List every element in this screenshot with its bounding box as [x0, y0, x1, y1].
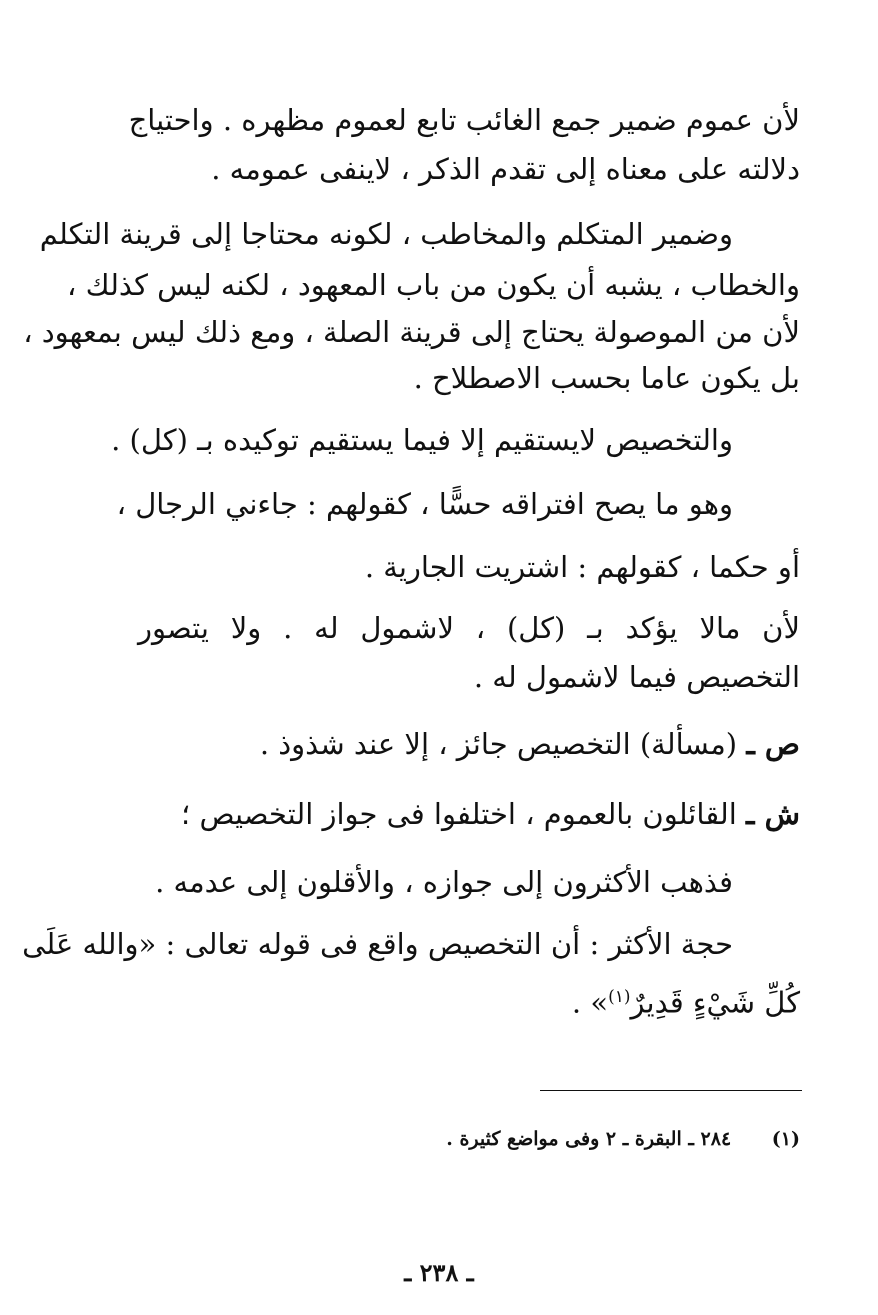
- text-line: حجة الأكثر : أن التخصيص واقع فى قوله تعالى : «والله عَلَى: [22, 927, 733, 961]
- text-line: لأن من الموصولة يحتاج إلى قرينة الصلة ، ومع ذلك ليس بمعهود ،: [23, 315, 800, 349]
- section-marker: ش ـ: [746, 797, 800, 831]
- text-line: [260, 722, 800, 766]
- page-number: ـ ٢٣٨ ـ: [404, 1258, 474, 1287]
- footnote-reference[interactable]: (١): [608, 987, 631, 1007]
- line-text: » .: [571, 985, 609, 1020]
- text-line: والتخصيص لايستقيم إلا فيما يستقيم توكيده بـ (كل) .: [111, 423, 733, 457]
- text-line: دلالته على معناه إلى تقدم الذكر ، لاينفى عمومه .: [211, 152, 800, 186]
- text-line: لأن عموم ضمير جمع الغائب تابع لعموم مظهره . واحتياج: [128, 103, 800, 137]
- footnote-text: ٢٨٤ ـ البقرة ـ ٢ وفى مواضع كثيرة .: [446, 1128, 732, 1150]
- text-line: والخطاب ، يشبه أن يكون من باب المعهود ، لكنه ليس كذلك ،: [67, 268, 800, 302]
- line-text: القائلون بالعموم ، اختلفوا فى جواز التخصيص ؛: [181, 797, 737, 831]
- line-text: كُلِّ شَيْءٍ قَدِيرٌ: [630, 985, 800, 1020]
- text-line: [572, 975, 800, 1025]
- text-line: [181, 792, 800, 836]
- footnote-number: (١): [771, 1128, 800, 1150]
- text-line: لأن مالا يؤكد بـ (كل) ، لاشمول له . ولا يتصور: [138, 611, 800, 645]
- text-line: بل يكون عاما بحسب الاصطلاح .: [413, 361, 800, 395]
- text-line: وهو ما يصح افتراقه حسًّا ، كقولهم : جاءني الرجال ،: [116, 487, 733, 521]
- text-line: وضمير المتكلم والمخاطب ، لكونه محتاجا إلى قرينة التكلم: [39, 217, 733, 251]
- line-text: (مسألة) التخصيص جائز ، إلا عند شذوذ .: [259, 727, 738, 761]
- footnote-separator: [540, 1090, 802, 1091]
- footnote: [446, 1124, 800, 1154]
- text-line: التخصيص فيما لاشمول له .: [473, 660, 800, 694]
- text-line: أو حكما ، كقولهم : اشتريت الجارية .: [364, 550, 800, 584]
- text-line: فذهب الأكثرون إلى جوازه ، والأقلون إلى عدمه .: [155, 865, 733, 899]
- section-marker: ص ـ: [746, 727, 800, 761]
